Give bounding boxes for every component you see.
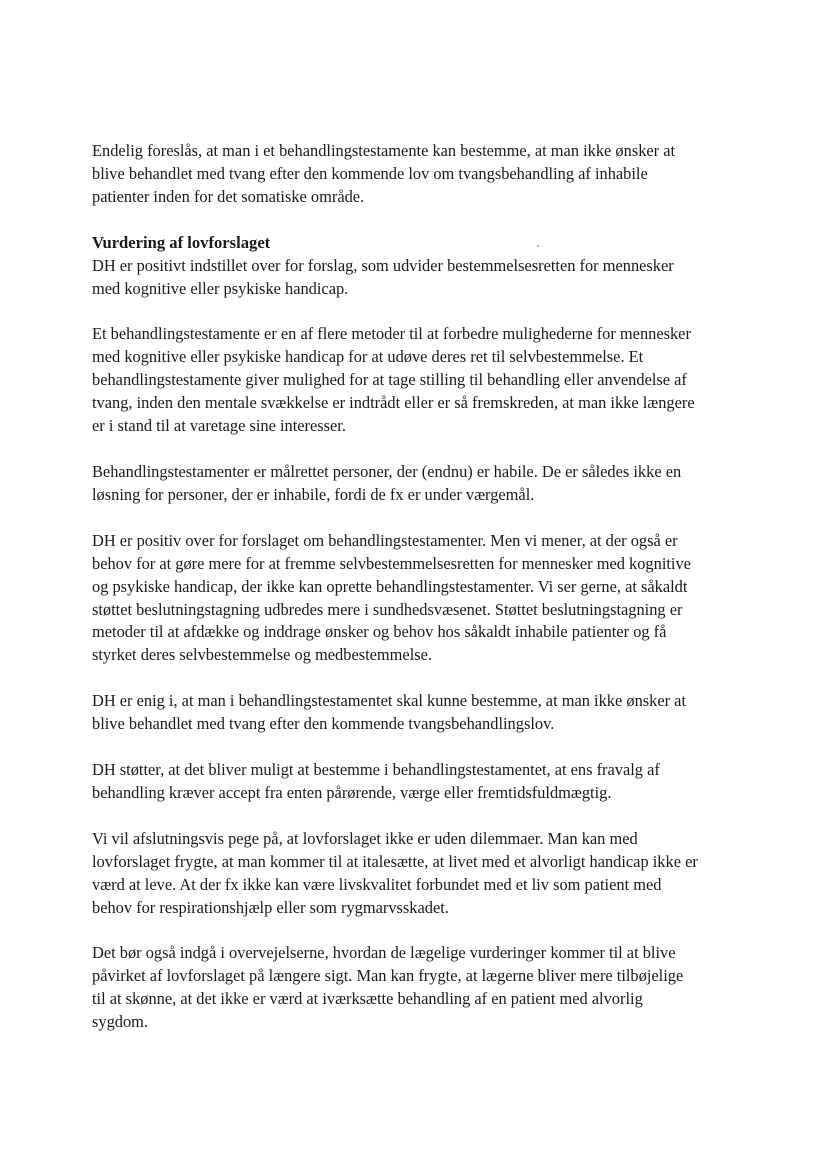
section-heading: Vurdering af lovforslaget xyxy=(92,232,271,252)
section-intro-paragraph: DH er positivt indstillet over for forslag, som udvider bestemmelsesretten for mennesker med kognitive eller psykiske handicap. xyxy=(92,255,674,298)
paragraph-2: Behandlingstestamenter er målrettet personer, der (endnu) er habile. De er således ikke en løsning for personer, der er inhabile, fordi de fx er under værgemål. xyxy=(92,461,682,504)
paragraph-1: Et behandlingstestamente er en af flere metoder til at forbedre mulighederne for mennesker med kognitive eller psykiske handicap for at udøve deres ret til selvbestemmelse. Et behandlingstestamente giver mulighed for at tage stilling til behandling eller anvendelse af tvang, inden den mentale svækkelse er indtrådt eller er så fremskreden, at man ikke længere er i stand til at varetage sine interesser. xyxy=(92,324,695,436)
paragraph-3: DH er positiv over for forslaget om behandlingstestamenter. Men vi mener, at der også er behov for at gøre mere for at fremme selvbestemmelsesretten for mennesker med kognitive og psykiske handicap, der ikke kan oprette behandlingstestamenter. Vi ser gerne, at såkaldt støttet beslutningstagning udbredes mere i sundhedsvæsenet. Støttet beslutningstagning er metoder til at afdække og inddrage ønsker og behov hos såkaldt inhabile patienter og få styrket deres selvbestemmelse og medbestemmelse. xyxy=(92,530,691,665)
paragraph-5: DH støtter, at det bliver muligt at bestemme i behandlingstestamentet, at ens fravalg af behandling kræver accept fra enten pårørende, værge eller fremtidsfuldmægtig. xyxy=(92,760,660,802)
paragraph-4: DH er enig i, at man i behandlingstestamentet skal kunne bestemme, at man ikke ønsker at blive behandlet med tvang efter den kommende tvangsbehandlingslov. xyxy=(92,691,686,734)
scan-speck xyxy=(537,245,539,247)
paragraph-intro: Endelig foreslås, at man i et behandlingstestamente kan bestemme, at man ikke ønsker at blive behandlet med tvang efter den kommende lov om tvangsbehandling af inhabile patienter inden for det somatiske område. xyxy=(92,141,676,206)
paragraph-6: Vi vil afslutningsvis pege på, at lovforslaget ikke er uden dilemmaer. Man kan med lovforslaget frygte, at man kommer til at italesætte, at livet med et alvorligt handicap ikke er værd at leve. At der fx ikke kan være livskvalitet forbundet med et liv som patient med behov for respirationshjælp eller som rygmarvsskadet. xyxy=(92,828,698,917)
paragraph-7: Det bør også indgå i overvejelserne, hvordan de lægelige vurderinger kommer til at blive påvirket af lovforslaget på længere sigt. Man kan frygte, at lægerne bliver mere tilbøjelige til at skønne, at det ikke er værd at iværksætte behandling af en patient med alvorlig sygdom. xyxy=(92,943,684,1032)
document-page xyxy=(92,140,742,1034)
